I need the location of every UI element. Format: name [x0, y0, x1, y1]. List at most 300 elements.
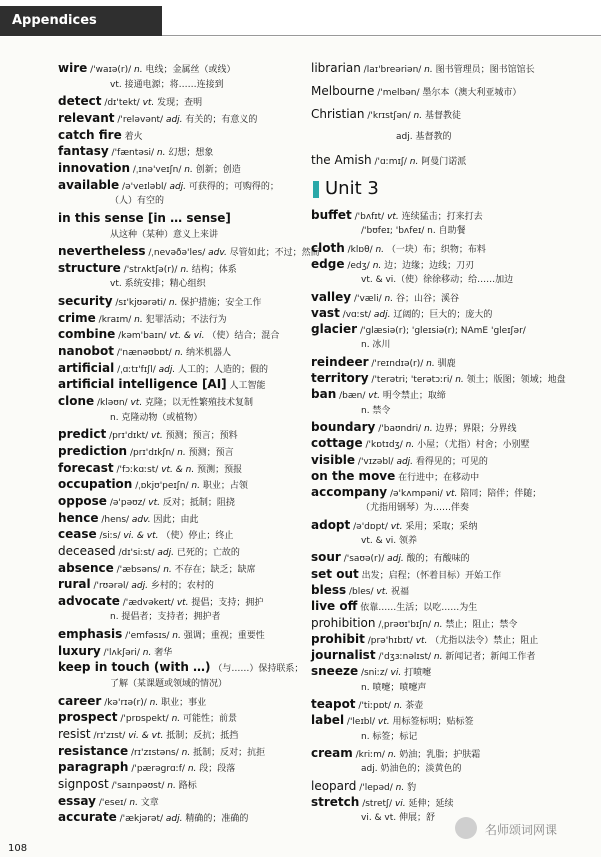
entry-meaning: 路标 [175, 780, 197, 791]
entry-part-of-speech: adj. [371, 309, 391, 320]
entry-part-of-speech: adj. [163, 814, 183, 825]
entry-meaning: 人工智能 [226, 381, 266, 392]
entry-headword: valley [311, 289, 352, 304]
entry-phonetic: /'ædvəkeɪt/ [119, 597, 174, 608]
entry [311, 747, 480, 761]
entry [311, 388, 446, 402]
entry-phonetic: /kraɪm/ [95, 314, 132, 325]
entry-subline [110, 195, 164, 207]
entry-phonetic: /'ɑːmɪʃ/ [371, 157, 407, 167]
entry-headword: vast [311, 305, 340, 320]
entry-meaning: 职业；占领 [199, 481, 248, 492]
entry-part-of-speech: vi. & vt. [125, 731, 164, 741]
entry-meaning: 出发；启程；（怀着目标）开始工作 [358, 570, 502, 581]
entry-headword: prediction [58, 443, 128, 458]
entry-meaning: （尤指以法令）禁止；阻止 [427, 635, 539, 646]
entry-phonetic: /'reɪndɪə(r)/ [368, 358, 424, 369]
entry-phonetic: /'fɔːkɑːst/ [113, 464, 159, 475]
section-tab [0, 6, 162, 36]
entry-phonetic: /bæn/ [336, 391, 366, 402]
entry-part-of-speech: n. [410, 111, 423, 121]
entry-phonetic: /'leɪbl/ [344, 717, 376, 728]
entry-phonetic: /kləʊn/ [94, 398, 128, 408]
entry-headword: leopard [311, 778, 357, 793]
entry-meaning: 犯罪活动；不法行为 [142, 314, 227, 325]
watermark-logo-icon [455, 817, 477, 839]
entry-phonetic: /'æbsəns/ [113, 564, 161, 575]
entry-meaning: 预测；预言 [185, 447, 234, 458]
entry [58, 645, 172, 659]
entry-phonetic: /rɪ'zɪstəns/ [128, 747, 179, 758]
entry-headword: label [311, 713, 345, 728]
entry-meaning: 陪同；陪伴；伴随； [457, 489, 542, 500]
entry [311, 85, 521, 99]
entry-part-of-speech: n. [169, 631, 181, 642]
entry-meaning: 奢华 [151, 647, 173, 658]
entry-subline [361, 812, 435, 824]
entry-meaning: 段；段落 [196, 764, 236, 775]
entry-headword: keep in touch (with …) [58, 660, 211, 675]
entry-headword: accurate [58, 810, 117, 825]
entry-phonetic: /'waɪə(r)/ [87, 65, 132, 75]
entry [311, 258, 474, 272]
entry-phonetic: /'krɪstʃən/ [364, 111, 411, 121]
entry-part-of-speech: n. [131, 65, 143, 75]
entry-phonetic: /ə'dɒpt/ [350, 521, 388, 532]
entry [58, 179, 279, 193]
header-band [0, 0, 601, 37]
entry-part-of-speech: adj. [393, 456, 414, 467]
entry-part-of-speech: vt. [139, 98, 155, 109]
entry-meaning: 辽阔的；巨大的；庞大的 [390, 309, 493, 320]
entry [58, 811, 248, 825]
entry-meaning: 祝福 [388, 586, 409, 597]
entry-headword: prohibit [311, 631, 365, 646]
entry-meaning: 从这种（某种）意义上来讲 [110, 229, 219, 240]
entry-headword: in this sense [in … sense] [58, 210, 231, 225]
entry-meaning: 可能性；前景 [180, 714, 238, 725]
entry-headword: available [58, 177, 120, 192]
entry-headword: structure [58, 260, 121, 275]
entry-meaning: 阿曼门诺派 [418, 157, 467, 167]
entry-headword: occupation [58, 477, 133, 492]
entry-headword: sneeze [311, 664, 359, 679]
entry-meaning: 墨尔本（澳大利亚城市） [419, 88, 522, 98]
entry [311, 780, 416, 794]
entry-phonetic: /sɪ'kjʊərəti/ [112, 298, 167, 309]
entry-meaning: 乡村的；农村的 [147, 581, 214, 592]
entry-part-of-speech: n. [178, 747, 191, 758]
entry-headword: visible [311, 452, 356, 467]
entry-meaning: vt. 接通电源；将……连接到 [110, 79, 224, 90]
entry-part-of-speech: n. [171, 348, 184, 359]
entry [58, 362, 268, 376]
entry-meaning: 电线；金属丝（或线） [142, 65, 236, 75]
entry [311, 486, 541, 500]
entry-headword: nevertheless [58, 244, 146, 259]
entry-phonetic: /ˌprəʊɪ'bɪʃn/ [375, 619, 432, 630]
entry-meaning: 发现；查明 [154, 98, 203, 109]
watermark [455, 815, 595, 845]
entry-meaning: 提倡；支持；拥护 [188, 597, 264, 608]
entry-headword: Melbourne [311, 84, 375, 98]
entry-meaning: 图书管理员；图书馆馆长 [432, 65, 535, 75]
entry-part-of-speech: n. [160, 564, 172, 575]
entry-headword: prohibition [311, 615, 376, 630]
entry-part-of-speech: n. [392, 782, 405, 793]
entry-part-of-speech: n. [168, 714, 181, 725]
unit-heading: Unit 3 [325, 178, 379, 199]
entry-headword: nanobot [58, 344, 114, 359]
entry-phonetic: /'væli/ [351, 293, 382, 304]
entry-meaning: n. 喷嚏；喷嚏声 [361, 682, 427, 693]
entry-meaning: （尤指用钢琴）为……伴奏 [361, 503, 470, 514]
entry-headword: paragraph [58, 760, 129, 775]
entry-headword: deceased [58, 543, 116, 558]
entry-meaning: 打喷嚏 [401, 668, 432, 679]
entry-phonetic: /sniːz/ [358, 668, 388, 679]
entry-part-of-speech: vi. & vt. [120, 531, 159, 542]
entry-meaning: 有关的；有意义的 [182, 114, 258, 125]
entry-headword: resist [58, 727, 91, 741]
entry [58, 145, 213, 159]
entry-part-of-speech: n. [384, 749, 397, 760]
entry-meaning: 因此；由此 [150, 514, 199, 525]
entry [58, 528, 233, 542]
entry-part-of-speech: n. [188, 481, 200, 492]
entry-meaning: （使）停止；终止 [158, 531, 234, 542]
entry-headword: Christian [311, 107, 365, 121]
entry-headword: luxury [58, 643, 101, 658]
entry-part-of-speech: adv. [129, 514, 151, 525]
entry-meaning: 奶油；乳脂；护肤霜 [396, 749, 481, 760]
entry-headword: hence [58, 510, 99, 525]
entry-phonetic: /ˌɒkjʊ'peɪʃn/ [132, 481, 189, 492]
entry-headword: combine [58, 327, 116, 342]
entry [311, 421, 516, 435]
entry [58, 245, 320, 259]
entry-subline [361, 682, 426, 694]
entry-phonetic: /'pærəgrɑːf/ [128, 764, 185, 775]
entry-headword: journalist [311, 648, 376, 663]
entry-subline [396, 131, 451, 143]
unit-marker [313, 181, 319, 198]
entry-meaning: 已死的；亡故的 [173, 547, 240, 558]
entry-headword: stretch [311, 794, 360, 809]
entry-headword: teapot [311, 697, 356, 711]
entry-headword: boundary [311, 419, 376, 434]
entry-part-of-speech: n. [402, 440, 415, 451]
entry-subline [110, 611, 220, 623]
entry-meaning: n. 标签；标记 [361, 731, 418, 742]
entry-subline [361, 763, 461, 775]
entry [311, 209, 483, 223]
entry [311, 600, 477, 614]
entry-headword: territory [311, 371, 369, 385]
entry-phonetic: /'rʊərəl/ [90, 581, 129, 592]
entry-part-of-speech: n. [381, 293, 394, 304]
entry-part-of-speech: vt. [442, 489, 458, 500]
entry [311, 519, 477, 533]
entry [58, 778, 197, 792]
entry-meaning: 不存在；缺乏；缺席 [171, 564, 256, 575]
entry-phonetic: /ˌɑːtɪ'fɪʃl/ [114, 364, 156, 375]
entry-part-of-speech: n. [431, 652, 443, 663]
entry-phonetic: /'nænəʊbɒt/ [114, 348, 172, 359]
entry-headword: set out [311, 566, 359, 581]
entry-part-of-speech: n. [431, 619, 443, 630]
entry-meaning: 可获得的；可购得的； [186, 181, 279, 192]
entry-phonetic: /stretʃ/ [359, 798, 393, 809]
entry-headword: innovation [58, 160, 130, 175]
entry [58, 695, 206, 709]
entry-headword: on the move [311, 468, 396, 483]
entry-meaning: 新闻记者；新闻工作者 [442, 652, 536, 663]
entry-headword: artificial intelligence [AI] [58, 377, 227, 392]
entry-headword: librarian [311, 61, 361, 75]
entry-headword: wire [58, 61, 88, 75]
entry-part-of-speech: vt. [373, 586, 389, 597]
entry-meaning: 豹 [404, 782, 417, 793]
entry [311, 470, 479, 484]
entry-part-of-speech: n. [177, 264, 189, 275]
entry-phonetic: /'bʌfɪt/ [351, 212, 385, 222]
entry-meaning: 依靠……生活；以吃……为生 [357, 603, 478, 614]
entry-part-of-speech: vi. [387, 668, 402, 679]
entry-phonetic: /prə'hɪbɪt/ [364, 635, 413, 646]
entry-headword: ban [311, 387, 337, 402]
entry-part-of-speech: n. [166, 298, 178, 309]
entry [58, 545, 240, 559]
entry-phonetic: /'eseɪ/ [95, 797, 127, 808]
entry [58, 495, 235, 509]
entry-subline [110, 412, 202, 424]
entry-subline [361, 405, 390, 417]
entry [58, 478, 248, 492]
entry-headword: oppose [58, 493, 107, 508]
entry-part-of-speech: n. [421, 65, 433, 75]
entry-phonetic: /'saʊə(r)/ [340, 554, 385, 565]
entry-headword: accompany [311, 485, 388, 500]
entry [58, 328, 279, 342]
entry-part-of-speech: n. [406, 157, 419, 167]
entry-headword: forecast [58, 460, 114, 475]
entry [58, 395, 253, 409]
entry-subline [110, 678, 227, 690]
entry-part-of-speech: vi. [392, 798, 406, 809]
entry-phonetic: /'lepəd/ [356, 782, 393, 793]
entry-phonetic: /'glæsiə(r); 'gleɪsiə(r); NAmE 'gleɪʃər/ [357, 326, 526, 337]
entry [311, 323, 526, 337]
entry-headword: artificial [58, 360, 115, 375]
entry-part-of-speech: n. [164, 780, 176, 791]
entry-part-of-speech: n. [423, 358, 435, 369]
entry-phonetic: /vɑːst/ [339, 309, 372, 320]
entry [58, 312, 227, 326]
entry [311, 551, 470, 565]
entry-subline [361, 535, 417, 547]
entry-part-of-speech: n. [421, 423, 433, 434]
entry-meaning: 保护措施；安全工作 [177, 298, 262, 309]
entry-phonetic: /'melbən/ [374, 88, 420, 98]
entry-phonetic: /dɪ'tekt/ [101, 98, 140, 109]
entry-meaning: 反对；抵制；阻挠 [160, 497, 235, 508]
entry-headword: cloth [311, 240, 345, 255]
entry-headword: absence [58, 560, 114, 575]
entry-meaning: 克隆；以无性繁殖技术复制 [142, 398, 254, 408]
entry-meaning: 领土；版图；领域；地盘 [463, 375, 566, 385]
entry-meaning: 了解（某课题或领域的情况） [110, 679, 228, 690]
entry-meaning: 精确的；准确的 [182, 814, 249, 825]
entry-part-of-speech: n. [372, 244, 385, 255]
watermark-text: 名师颂词网课 [485, 823, 558, 837]
entry [311, 714, 474, 728]
entry [311, 242, 486, 256]
entry-headword: live off [311, 599, 358, 614]
entry-headword: buffet [311, 208, 352, 222]
entry [311, 568, 501, 582]
entry [311, 437, 530, 451]
entry-part-of-speech: adv. [205, 248, 227, 259]
entry [311, 665, 431, 679]
entry-phonetic: /'dʒɜːnəlɪst/ [375, 652, 432, 663]
entry-meaning: 在行进中；在移动中 [395, 472, 480, 483]
entry-phonetic: /rɪ'zɪst/ [90, 731, 126, 741]
entry-headword: crime [58, 310, 96, 325]
entry-part-of-speech: n. [146, 697, 159, 708]
entry [58, 595, 263, 609]
entry-headword: edge [311, 256, 345, 271]
entry-meaning: 强调；重视；重要性 [180, 631, 265, 642]
entry-phonetic: /'fæntəsi/ [108, 148, 155, 159]
entry-headword: sour [311, 550, 341, 565]
entry-subline [110, 229, 218, 241]
entry-meaning: （使）结合；混合 [204, 331, 280, 342]
entry-headword: bless [311, 582, 347, 597]
entry-subline [361, 274, 513, 286]
entry [58, 445, 234, 459]
entry [58, 162, 241, 176]
entry [58, 462, 242, 476]
entry-meaning: 尽管如此；不过；然而 [226, 248, 320, 259]
entry-meaning: adj. 基督教的 [396, 132, 452, 142]
entry-phonetic: /ə'pəʊz/ [106, 497, 146, 508]
entry-meaning: 着火 [121, 131, 143, 142]
entry-meaning: n. 克隆动物（或植物） [110, 412, 203, 423]
entry-headword: signpost [58, 776, 109, 791]
entry [58, 62, 235, 76]
entry-phonetic: /hens/ [98, 514, 130, 525]
entry-part-of-speech: adj. [128, 581, 148, 592]
entry-meaning: 创新；创造 [192, 164, 241, 175]
entry-subline [361, 731, 417, 743]
entry-phonetic: /'ækjərət/ [116, 814, 164, 825]
entry-phonetic: /ˌnevəðə'les/ [145, 248, 206, 259]
entry-headword: rural [58, 577, 91, 592]
entry-subline [361, 502, 469, 514]
entry-part-of-speech: vt. [387, 521, 403, 532]
entry-phonetic: /kə'rɪə(r)/ [101, 697, 147, 708]
entry-meaning: 连续猛击；打来打去 [398, 212, 483, 222]
entry [311, 291, 459, 305]
entry-phonetic: /prɪ'dɪkʃn/ [127, 447, 175, 458]
entry-headword: detect [58, 94, 102, 109]
entry-phonetic: /'vɪzəbl/ [355, 456, 394, 467]
entry-phonetic: /'strʌktʃə(r)/ [120, 264, 178, 275]
entry [58, 212, 231, 226]
entry-phonetic: /'emfəsɪs/ [122, 631, 170, 642]
entry [311, 62, 535, 76]
entry-part-of-speech: n. [390, 701, 403, 711]
entry-part-of-speech: n. [139, 647, 152, 658]
entry-headword: resistance [58, 743, 129, 758]
entry-phonetic: /ˌɪnə'veɪʃn/ [130, 164, 182, 175]
entry [311, 617, 517, 631]
entry [58, 745, 265, 759]
entry [58, 628, 265, 642]
entry [58, 795, 159, 809]
entry-meaning: 明令禁止；取缔 [380, 391, 446, 402]
entry [58, 95, 202, 109]
entry-part-of-speech: vt. [412, 635, 428, 646]
entry-part-of-speech: adj. [154, 547, 174, 558]
entry [58, 562, 256, 576]
entry-part-of-speech: n. [184, 764, 197, 775]
entry-part-of-speech: vt. [365, 391, 380, 402]
entry [58, 112, 257, 126]
entry-headword: cottage [311, 436, 363, 451]
entry-meaning: vt. & vi. 领养 [361, 536, 418, 546]
entry-phonetic: /laɪ'breəriən/ [360, 65, 422, 75]
entry [311, 698, 423, 712]
entry-phonetic: /'saɪnpəʊst/ [108, 780, 165, 791]
entry-phonetic: /'kɒtɪdʒ/ [362, 440, 403, 451]
entry-meaning: 禁止；阻止；禁令 [442, 619, 518, 630]
entry-part-of-speech: n. [181, 164, 193, 175]
entry-phonetic: /ə'kʌmpəni/ [387, 489, 443, 500]
entry-meaning: 采用；采取；采纳 [402, 521, 478, 532]
entry-headword: essay [58, 793, 96, 808]
entry-subline [361, 339, 390, 351]
entry-part-of-speech: vt. [127, 398, 143, 408]
entry [58, 578, 214, 592]
entry [58, 345, 231, 359]
entry [311, 307, 492, 321]
entry [311, 372, 566, 386]
entry-meaning: vt. & vi.（使）徐徐移动；给……加边 [361, 275, 514, 286]
entry-meaning: n. 禁令 [361, 405, 391, 416]
entry-phonetic: /'reləvənt/ [114, 114, 164, 125]
entry-meaning: 谷；山谷；溪谷 [393, 293, 459, 304]
entry-meaning: 边界；界限；分界线 [432, 423, 517, 434]
entry-meaning: 基督教徒 [422, 111, 461, 121]
page-number: 108 [8, 843, 28, 854]
entry [311, 154, 466, 168]
entry-part-of-speech: n. [131, 314, 143, 325]
entry-part-of-speech: vt. [375, 717, 390, 728]
entry [311, 633, 538, 647]
entry-headword: predict [58, 427, 107, 442]
entry-meaning: 文章 [137, 797, 159, 808]
entry [58, 661, 303, 675]
entry-meaning: 幻想；想象 [165, 148, 214, 159]
entry-part-of-speech: n. [174, 447, 186, 458]
entry [58, 512, 198, 526]
entry [58, 262, 237, 276]
entry [58, 761, 235, 775]
entry-subline [361, 225, 466, 237]
entry-phonetic: /kriːm/ [352, 749, 385, 760]
